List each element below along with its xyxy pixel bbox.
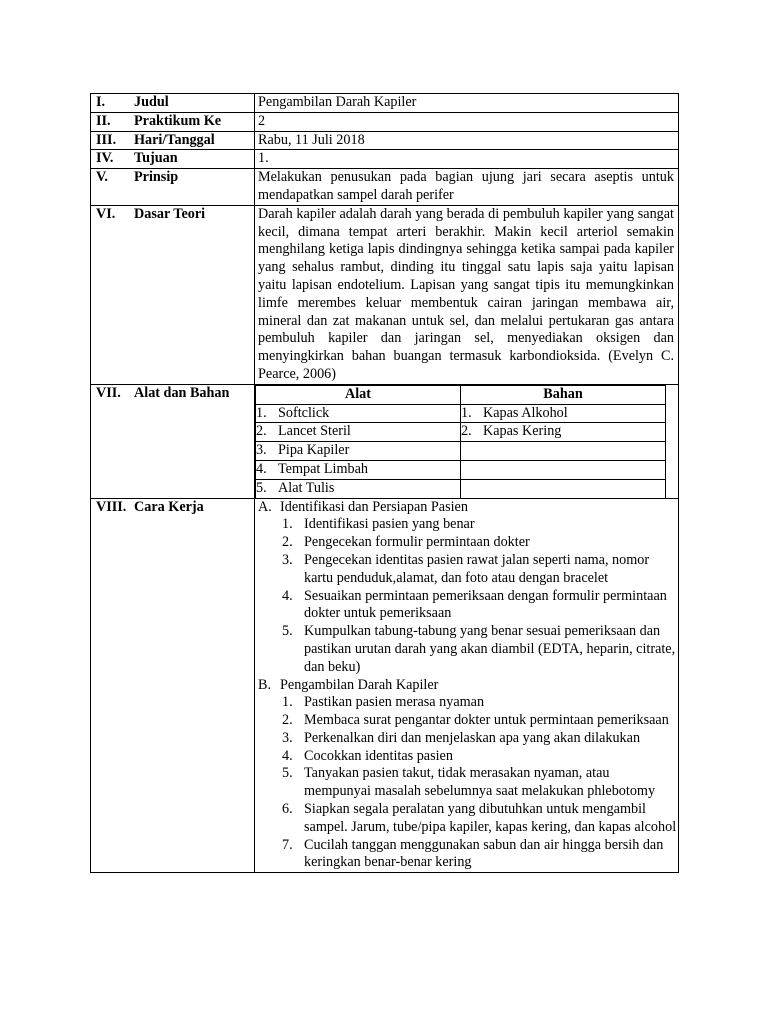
row-number: III. [96, 131, 117, 148]
step-text: Siapkan segala peralatan yang dibutuhkan untuk mengambil sampel. Jarum, tube/pipa kapiler, kapas kering, dan kapas alcohol [304, 801, 677, 835]
row-label: Prinsip [134, 169, 179, 186]
item-number: 2. [256, 423, 267, 440]
alat-item [256, 460, 461, 479]
bahan-header: Bahan [461, 385, 666, 404]
step-number: 2. [282, 534, 293, 551]
section-a-title [258, 499, 678, 517]
alat-bahan-row [256, 479, 679, 497]
label-alat-bahan [91, 384, 255, 498]
item-text: Kapas Alkohol [483, 404, 568, 421]
list-item [258, 765, 678, 801]
row-label: Cara Kerja [134, 498, 204, 515]
step-text: Pengecekan formulir permintaan dokter [304, 534, 530, 551]
row-hari [91, 131, 679, 150]
row-alat-bahan [91, 384, 679, 498]
label-hari [91, 131, 255, 150]
step-text: Tanyakan pasien takut, tidak merasakan nyaman, atau mempunyai masalah sebelumnya saat melakukan phlebotomy [304, 765, 656, 800]
step-number: 3. [282, 729, 293, 746]
row-praktikum [91, 112, 679, 131]
label-tujuan [91, 150, 255, 169]
value-praktikum: 2 [255, 112, 679, 131]
step-number: 7. [282, 836, 293, 853]
alat-item [256, 423, 461, 442]
section-marker: A. [258, 498, 272, 515]
item-number: 5. [256, 479, 267, 496]
step-text: Kumpulkan tabung-tabung yang benar sesuai pemeriksaan dan pastikan urutan darah yang akan diambil (EDTA, heparin, citrate, dan beku) [304, 623, 676, 675]
row-number: VI. [96, 205, 116, 222]
row-judul [91, 94, 679, 113]
row-prinsip [91, 169, 679, 206]
step-number: 5. [282, 765, 293, 782]
item-text: Alat Tulis [278, 479, 335, 496]
list-item [258, 748, 678, 766]
step-text: Sesuaikan permintaan pemeriksaan dengan formulir permintaan dokter untuk pemeriksaan [304, 587, 667, 622]
row-number: II. [96, 112, 111, 129]
value-dasar-teori: Darah kapiler adalah darah yang berada di pembuluh kapiler yang sangat kecil, dimana tempat arteri berakhir. Makin kecil arteriol semakin menghilang ketiga lapis dindingnya sehingga ketika sampai pada kapiler yang sehalus rambut, dinding itu tinggal satu lapis saja yaitu lapisan yaitu lapisan endotelium. Lapisan yang sangat tipis itu memungkinkan limfe merembes keluar membentuk cairan jaringan membawa air, mineral dan zat makanan untuk sel, dan melalui pertukaran gas antara pembuluh kapiler dan jaringan sel, menyediakan oksigen dan menyingkirkan bahan buangan termasuk karbondioksida. (Evelyn C. Pearce, 2006) [255, 205, 679, 384]
bahan-item-empty [461, 460, 666, 479]
list-item [258, 712, 678, 730]
label-cara-kerja [91, 498, 255, 873]
step-text: Perkenalkan diri dan menjelaskan apa yang akan dilakukan [304, 729, 641, 746]
row-number: IV. [96, 150, 114, 167]
row-label: Tujuan [134, 150, 178, 167]
value-hari: Rabu, 11 Juli 2018 [255, 131, 679, 150]
value-tujuan: 1. [255, 150, 679, 169]
row-label: Hari/Tanggal [134, 131, 215, 148]
label-prinsip [91, 169, 255, 206]
item-number: 1. [461, 404, 472, 421]
section-b-title [258, 677, 678, 695]
section-a-steps [258, 516, 678, 676]
value-prinsip: Melakukan penusukan pada bagian ujung jari secara aseptis untuk mendapatkan sampel darah perifer [255, 169, 679, 206]
label-judul [91, 94, 255, 113]
step-text: Cucilah tanggan menggunakan sabun dan air hingga bersih dan keringkan benar-benar kering [304, 836, 664, 871]
step-number: 1. [282, 516, 293, 533]
row-number: I. [96, 94, 106, 110]
row-label: Praktikum Ke [134, 112, 222, 129]
label-praktikum [91, 112, 255, 131]
row-label: Judul [134, 94, 169, 110]
list-item [258, 694, 678, 712]
step-number: 5. [282, 623, 293, 640]
list-item [258, 552, 678, 588]
alat-bahan-row [256, 404, 679, 423]
row-number: V. [96, 169, 108, 186]
spacer-column [666, 385, 679, 497]
item-text: Pipa Kapiler [278, 442, 350, 459]
list-item [258, 516, 678, 534]
alat-bahan-row [256, 460, 679, 479]
value-judul: Pengambilan Darah Kapiler [255, 94, 679, 113]
section-title: Pengambilan Darah Kapiler [280, 676, 439, 693]
step-text: Pengecekan identitas pasien rawat jalan seperti nama, nomor kartu penduduk,alamat, dan foto atau dengan bracelet [304, 551, 650, 586]
step-text: Pastikan pasien merasa nyaman [304, 694, 485, 711]
list-item [258, 588, 678, 624]
section-title: Identifikasi dan Persiapan Pasien [280, 498, 468, 515]
report-table [90, 93, 679, 873]
row-label: Alat dan Bahan [134, 384, 230, 401]
label-dasar-teori [91, 205, 255, 384]
item-text: Lancet Steril [278, 423, 351, 440]
list-item [258, 730, 678, 748]
alat-bahan-table [255, 385, 678, 498]
bahan-item-empty [461, 442, 666, 461]
item-text: Tempat Limbah [278, 460, 369, 477]
step-number: 2. [282, 712, 293, 729]
section-marker: B. [258, 676, 272, 693]
bahan-item [461, 404, 666, 423]
step-text: Cocokkan identitas pasien [304, 747, 453, 764]
value-cara-kerja [255, 498, 679, 873]
section-b-steps [258, 694, 678, 872]
bahan-item-empty [461, 479, 666, 497]
alat-bahan-header-row [256, 385, 679, 404]
item-text: Softclick [278, 404, 330, 421]
step-number: 3. [282, 551, 293, 568]
list-item [258, 801, 678, 837]
alat-item [256, 479, 461, 497]
step-text: Membaca surat pengantar dokter untuk permintaan pemeriksaan [304, 712, 669, 729]
item-number: 3. [256, 442, 267, 459]
row-number: VIII. [96, 498, 127, 515]
alat-item [256, 404, 461, 423]
bahan-item [461, 423, 666, 442]
row-tujuan [91, 150, 679, 169]
item-number: 1. [256, 404, 267, 421]
alat-header: Alat [256, 385, 461, 404]
row-label: Dasar Teori [134, 205, 206, 222]
step-number: 4. [282, 587, 293, 604]
row-number: VII. [96, 384, 121, 401]
step-text: Identifikasi pasien yang benar [304, 516, 475, 533]
list-item [258, 534, 678, 552]
list-item [258, 623, 678, 676]
alat-bahan-row [256, 442, 679, 461]
item-number: 2. [461, 423, 472, 440]
alat-item [256, 442, 461, 461]
item-text: Kapas Kering [483, 423, 562, 440]
row-cara-kerja [91, 498, 679, 873]
alat-bahan-row [256, 423, 679, 442]
value-alat-bahan [255, 384, 679, 498]
list-item [258, 837, 678, 873]
step-number: 6. [282, 801, 293, 818]
item-number: 4. [256, 460, 267, 477]
step-number: 1. [282, 694, 293, 711]
step-number: 4. [282, 747, 293, 764]
row-dasar-teori [91, 205, 679, 384]
